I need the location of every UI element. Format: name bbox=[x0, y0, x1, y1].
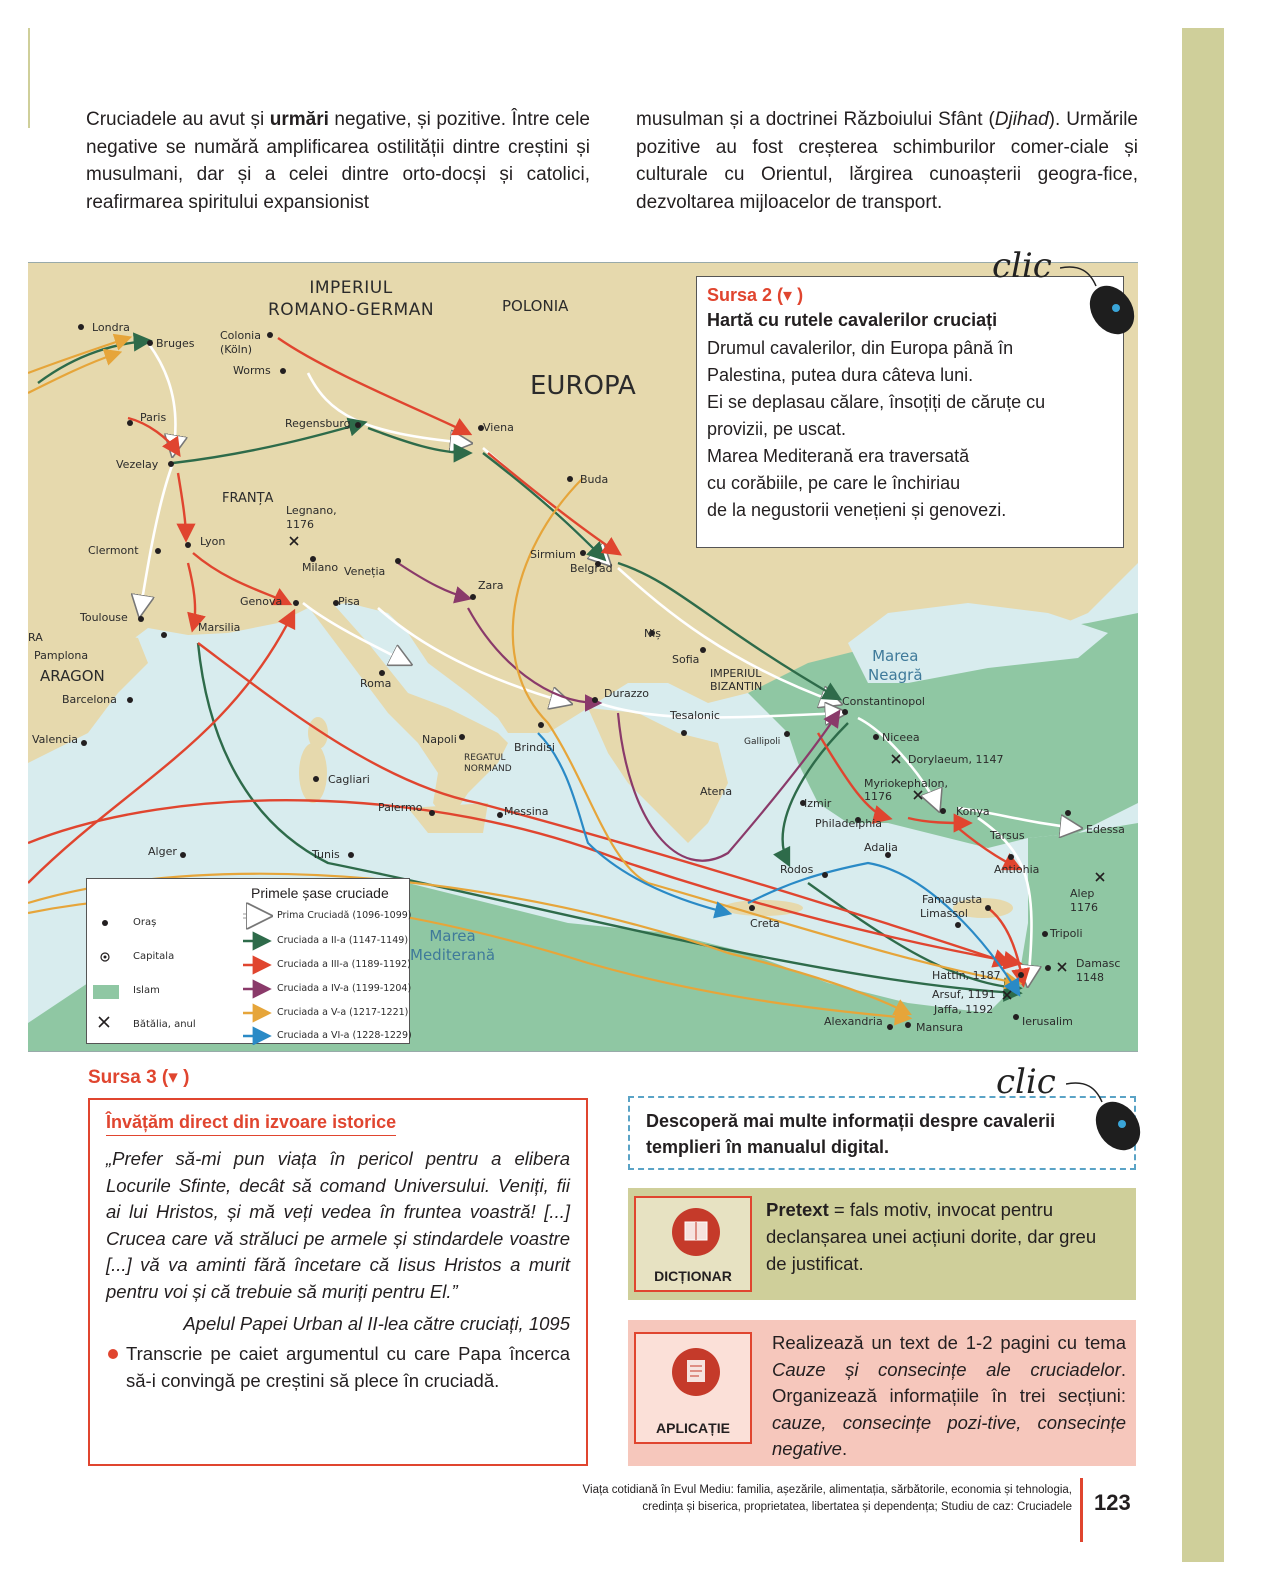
city-vezelay: Vezelay bbox=[116, 458, 159, 471]
intro-paragraph-left: Cruciadele au avut și urmări negative, și pozitive. Între cele negative se numără amplificarea ostilității dintre creștini și musulmani, dar și a celei dintre orto-docși și catolici, reafirmarea spiritului expansionist bbox=[86, 109, 590, 213]
city-viena: Viena bbox=[483, 421, 514, 434]
legend-crusade-3: Cruciada a III-a (1189-1192) bbox=[277, 959, 411, 970]
city-ierusalim: Ierusalim bbox=[1022, 1015, 1073, 1028]
city-myriokephalon: Myriokephalon, 1176 bbox=[864, 777, 949, 803]
city-regensburg: Regensburg bbox=[285, 417, 351, 430]
region-imperiul-romano-german: IMPERIUL ROMANO-GERMAN bbox=[268, 278, 435, 320]
legend-crusade-1: Prima Cruciadă (1096-1099) bbox=[277, 910, 412, 921]
city-valencia: Valencia bbox=[32, 733, 79, 746]
mouse-icon[interactable] bbox=[1066, 1078, 1146, 1158]
city-edessa: Edessa bbox=[1086, 823, 1125, 836]
city-sofia: Sofia bbox=[672, 653, 700, 666]
source-3-box-title: Învățăm direct din izvoare istorice bbox=[106, 1112, 396, 1136]
legend-crusade-5: Cruciada a V-a (1217-1221) bbox=[277, 1007, 409, 1018]
legend-oras: Oraș bbox=[133, 917, 157, 928]
city-venetia: Veneția bbox=[344, 565, 386, 578]
city-dorylaeum: Dorylaeum, 1147 bbox=[908, 753, 1004, 766]
source-3-box bbox=[88, 1098, 588, 1466]
city-philadelphia: Philadelphia bbox=[815, 817, 883, 830]
city-antiohia: Antiohia bbox=[994, 863, 1040, 876]
city-damasc: Damasc 1148 bbox=[1076, 957, 1121, 984]
bullet-icon bbox=[108, 1349, 118, 1359]
city-atena: Atena bbox=[700, 785, 733, 798]
city-legnano: Legnano, 1176 bbox=[286, 504, 337, 531]
city-arsuf: Arsuf, 1191 bbox=[932, 988, 996, 1001]
city-zara: Zara bbox=[478, 579, 504, 592]
map-legend bbox=[86, 878, 410, 1044]
city-roma: Roma bbox=[360, 677, 392, 690]
legend-crusade-2: Cruciada a II-a (1147-1149) bbox=[277, 935, 409, 946]
city-limassol: Limassol bbox=[920, 907, 968, 920]
city-famagusta: Famagusta bbox=[922, 893, 983, 906]
city-durazzo: Durazzo bbox=[604, 687, 649, 700]
city-cagliari: Cagliari bbox=[328, 773, 370, 786]
region-aragon: ARAGON bbox=[40, 667, 105, 685]
sea-marea-neagra: Marea Neagră bbox=[868, 647, 923, 684]
city-constantinopol: Constantinopol bbox=[842, 695, 925, 708]
application-badge bbox=[634, 1332, 752, 1444]
source-3-task: Transcrie pe caiet argumentul cu care Papa încerca să-i convingă pe creștini să plece în cruciadă. bbox=[106, 1341, 570, 1394]
city-londra: Londra bbox=[92, 321, 130, 334]
city-izmir: Izmir bbox=[804, 797, 832, 810]
city-pisa: Pisa bbox=[338, 595, 360, 608]
region-polonia: POLONIA bbox=[502, 297, 569, 315]
legend-capitala: Capitala bbox=[133, 951, 175, 962]
city-gallipoli: Gallipoli bbox=[744, 737, 781, 747]
dictionary-badge bbox=[634, 1196, 752, 1292]
discover-box[interactable]: Descoperă mai multe informații despre cavalerii templieri în manualul digital. bbox=[628, 1096, 1136, 1170]
city-rodos: Rodos bbox=[780, 863, 814, 876]
city-paris: Paris bbox=[140, 411, 167, 424]
application-label: APLICAȚIE bbox=[656, 1420, 730, 1436]
city-tarsus: Tarsus bbox=[990, 829, 1025, 842]
clic-label[interactable]: clic bbox=[992, 246, 1052, 286]
city-alexandria: Alexandria bbox=[824, 1015, 883, 1028]
city-alep: Alep 1176 bbox=[1070, 887, 1098, 914]
source-3-quote: „Prefer să-mi pun viața în pericol pentru a elibera Locurile Sfinte, decât să comand Universului. Veniți, fii ai lui Hristos, și mă veți vedea în fruntea voastră! [...] Crucea care vă străluci pe armele și stindardele voastre [...] vă va aminti fără încetare că Iisus Hristos a murit pentru voi și că trebuie să muriți pentru El.” bbox=[106, 1148, 570, 1302]
dictionary-text: Pretext = fals motiv, invocat pentru declanșarea unei acțiuni dorite, dar greu de justificat. bbox=[766, 1199, 1097, 1274]
city-mansura: Mansura bbox=[916, 1021, 964, 1034]
dropdown-arrow-icon[interactable]: ▾ bbox=[783, 285, 793, 305]
city-sirmium: Sirmium bbox=[530, 548, 576, 561]
city-clermont: Clermont bbox=[88, 544, 139, 557]
city-tesalonic: Tesalonic bbox=[670, 709, 720, 722]
region-europa: EUROPA bbox=[530, 371, 636, 401]
city-messina: Messina bbox=[504, 805, 549, 818]
legend-islam: Islam bbox=[133, 985, 160, 996]
city-milano: Milano bbox=[302, 561, 339, 574]
intro-paragraph-right: musulman și a doctrinei Războiului Sfânt (Djihad). Urmările pozitive au fost creșterea schimburilor comer-ciale și culturale cu Orientul, lărgirea cunoașterii geogra-fice, dezvoltarea mijloacelor de transport. bbox=[636, 109, 1138, 213]
city-colonia: Colonia (Köln) bbox=[220, 329, 261, 356]
legend-title: Primele șase cruciade bbox=[251, 885, 389, 901]
page-side-band bbox=[1182, 28, 1224, 1562]
footer-divider bbox=[1080, 1478, 1083, 1542]
city-brindisi: Brindisi bbox=[514, 741, 555, 754]
city-tripoli: Tripoli bbox=[1050, 927, 1083, 940]
city-tunis: Tunis bbox=[312, 848, 340, 861]
city-lyon: Lyon bbox=[200, 535, 226, 548]
city-worms: Worms bbox=[233, 364, 271, 377]
city-creta: Creta bbox=[750, 917, 780, 930]
source-2-body: Drumul cavalerilor, din Europa până în Palestina, putea dura câteva luni. Ei se deplasau călare, însoțiți de căruțe cu provizii, pe uscat. Marea Mediterană era traversată cu corăbiile, pe care le închiriau de la negustorii venețieni și genovezi. bbox=[707, 338, 1046, 520]
city-genova: Genova bbox=[240, 595, 283, 608]
margin-rule bbox=[28, 28, 30, 128]
city-pamplona: Pamplona bbox=[34, 649, 89, 662]
legend-crusade-6: Cruciada a VI-a (1228-1229) bbox=[277, 1030, 412, 1041]
application-text: Realizează un text de 1-2 pagini cu tema Cauze și consecințe ale cruciadelor. Organizează informațiile în trei secțiuni: cauze, consecințe pozi-tive, consecințe negative. bbox=[772, 1332, 1126, 1459]
source-2-subtitle: Hartă cu rutele cavalerilor cruciați bbox=[707, 310, 998, 330]
dictionary-box bbox=[628, 1188, 1136, 1300]
city-buda: Buda bbox=[580, 473, 609, 486]
region-regatul-normand: REGATUL NORMAND bbox=[464, 753, 512, 774]
city-adalia: Adalia bbox=[864, 841, 898, 854]
city-hattin: Hattin, 1187 bbox=[932, 969, 1001, 982]
city-marsilia: Marsilia bbox=[198, 621, 241, 634]
city-napoli: Napoli bbox=[422, 733, 457, 746]
source-3-title: Sursa 3 (▾ ) bbox=[88, 1067, 190, 1088]
city-niceea: Niceea bbox=[882, 731, 920, 744]
sea-marea-mediterana: Marea Mediterană bbox=[410, 927, 496, 964]
city-belgrad: Belgrad bbox=[570, 562, 613, 575]
city-konya: Konya bbox=[956, 805, 990, 818]
source-3-attribution: Apelul Papei Urban al II-lea către cruciați, 1095 bbox=[183, 1313, 570, 1334]
book-icon bbox=[672, 1208, 720, 1256]
city-bruges: Bruges bbox=[156, 337, 195, 350]
legend-batalia: Bătălia, anul bbox=[133, 1019, 196, 1030]
region-imperiul-bizantin: IMPERIUL BIZANTIN bbox=[710, 667, 763, 693]
city-barcelona: Barcelona bbox=[62, 693, 117, 706]
dictionary-label: DICȚIONAR bbox=[654, 1268, 732, 1284]
city-toulouse: Toulouse bbox=[80, 611, 128, 624]
city-palermo: Palermo bbox=[378, 801, 423, 814]
footer-text: Viața cotidiană în Evul Mediu: familia, așezările, alimentația, sărbătorile, economia și tehnologia, credința și biserica, proprietatea, libertatea și dependența; Studiu de caz: Cruciadele bbox=[582, 1484, 1072, 1513]
mouse-icon[interactable] bbox=[1060, 262, 1140, 342]
notepad-icon bbox=[672, 1348, 720, 1396]
source-2-title: Sursa 2 (▾ ) bbox=[707, 285, 804, 305]
dropdown-arrow-icon[interactable]: ▾ bbox=[168, 1067, 178, 1088]
page-number: 123 bbox=[1094, 1490, 1131, 1515]
city-nis: Niș bbox=[644, 627, 662, 640]
city-jaffa: Jaffa, 1192 bbox=[934, 1003, 994, 1016]
clic-label[interactable]: clic bbox=[996, 1062, 1056, 1102]
application-box bbox=[628, 1320, 1136, 1466]
region-ra: RA bbox=[28, 631, 43, 644]
legend-crusade-4: Cruciada a IV-a (1199-1204) bbox=[277, 983, 412, 994]
region-franta: FRANȚA bbox=[222, 491, 274, 506]
city-alger: Alger bbox=[148, 845, 177, 858]
